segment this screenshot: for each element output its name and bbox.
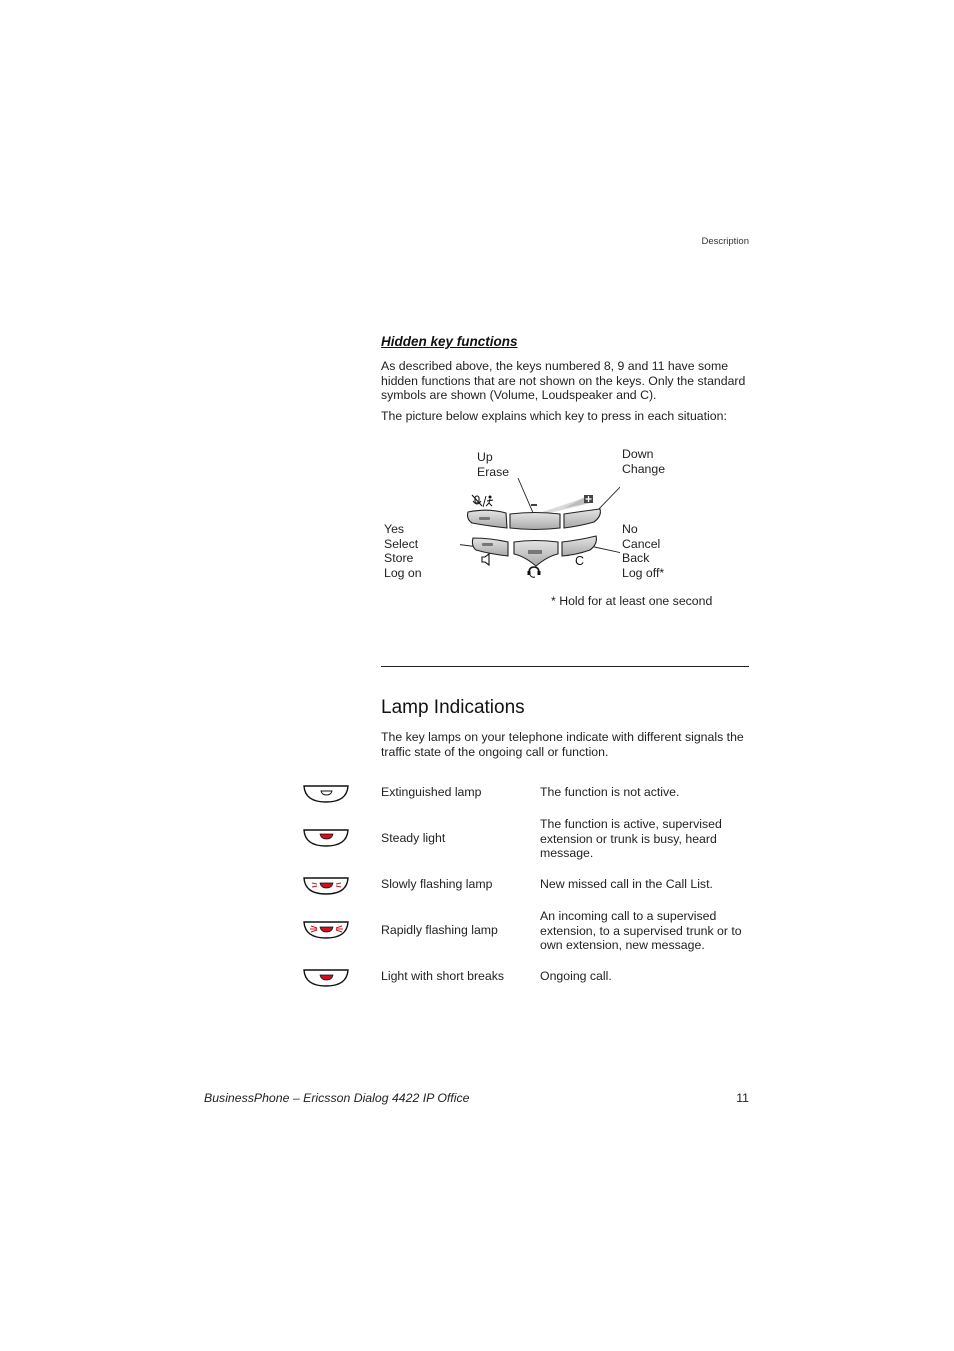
section-divider bbox=[381, 666, 749, 667]
lamp-row-description: The function is not active. bbox=[540, 785, 680, 799]
headset-icon bbox=[528, 567, 541, 577]
lamp-row-name: Extinguished lamp bbox=[381, 785, 482, 799]
running-header: Description bbox=[701, 236, 749, 247]
lamp-rapid-flash-icon bbox=[302, 920, 350, 940]
section-title: Hidden key functions bbox=[381, 334, 518, 349]
lamp-off-icon bbox=[302, 784, 350, 804]
down-change-label: Down Change bbox=[622, 447, 666, 476]
no-cancel-label: No Cancel Back Log off* bbox=[622, 522, 665, 580]
lamp-indications-heading: Lamp Indications bbox=[381, 697, 525, 718]
dnd-icon bbox=[486, 496, 493, 507]
lamp-slow-flash-icon bbox=[302, 876, 350, 896]
lamp-row-name: Steady light bbox=[381, 831, 446, 845]
lamp-row-description: The function is active, supervised extension or trunk is busy, heard message. bbox=[540, 817, 722, 860]
keypad-diagram bbox=[460, 476, 620, 586]
lamp-intro: The key lamps on your telephone indicate with different signals the traffic state of the ongoing call or function. bbox=[381, 730, 744, 759]
yes-select-label: Yes Select Store Log on bbox=[384, 522, 422, 580]
footnote: * Hold for at least one second bbox=[551, 594, 713, 608]
lamp-steady-icon bbox=[302, 828, 350, 848]
lamp-row-name: Light with short breaks bbox=[381, 969, 505, 983]
lamp-row-description: New missed call in the Call List. bbox=[540, 877, 713, 891]
lamp-row-name: Slowly flashing lamp bbox=[381, 877, 493, 891]
intro-paragraph: As described above, the keys numbered 8, 9 and 11 have some hidden functions that are not shown on the keys. Only the standard symbols are shown (Volume, Loudspeaker and C). bbox=[381, 359, 746, 402]
picture-note: The picture below explains which key to press in each situation: bbox=[381, 409, 727, 423]
speaker-icon bbox=[482, 554, 489, 565]
up-erase-label: Up Erase bbox=[477, 450, 510, 479]
lamp-row-description: An incoming call to a supervised extension, to a supervised trunk or to own extension, new message. bbox=[540, 909, 742, 952]
microphone-mute-icon bbox=[472, 495, 486, 507]
lamp-row-description: Ongoing call. bbox=[540, 969, 612, 983]
lamp-short-breaks-icon bbox=[302, 968, 350, 988]
footer-product-title: BusinessPhone – Ericsson Dialog 4422 IP Office bbox=[204, 1091, 470, 1105]
c-key-symbol: C bbox=[575, 554, 585, 568]
page-number: 11 bbox=[736, 1091, 749, 1105]
lamp-row-name: Rapidly flashing lamp bbox=[381, 923, 498, 937]
